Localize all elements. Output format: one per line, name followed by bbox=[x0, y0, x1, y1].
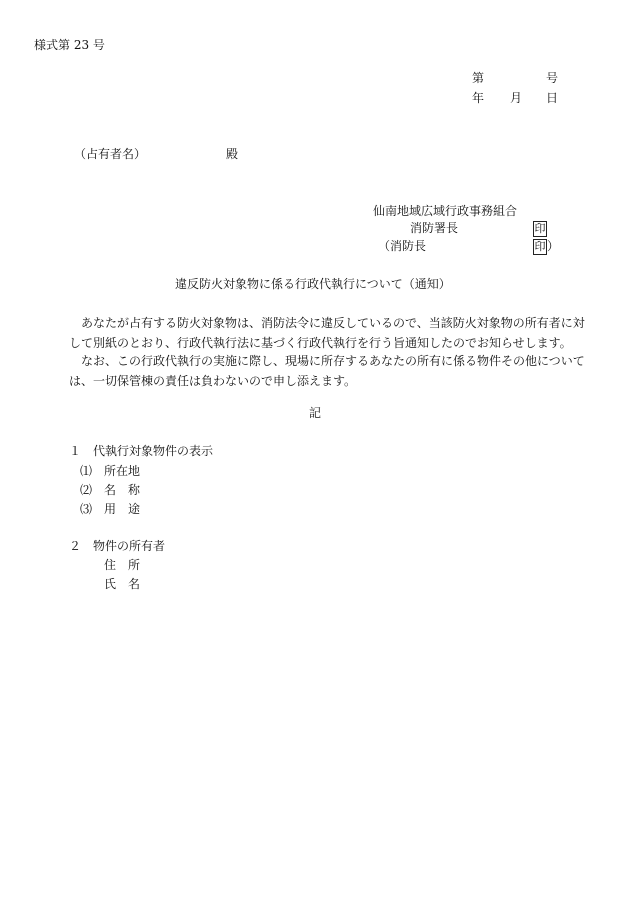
seal-mark-1 bbox=[533, 220, 547, 237]
section-1-item: ⑴ 所在地 bbox=[80, 464, 141, 478]
section-2-item: 氏 名 bbox=[104, 577, 141, 591]
document-title: 違反防火対象物に係る行政代執行について（通知） bbox=[175, 277, 451, 291]
seal-box: 印 bbox=[534, 240, 546, 253]
paragraph-1: あなたが占有する防火対象物は、消防法令に違反しているので、当該防火対象物の所有者に対して別紙のとおり、行政代執行法に基づく行政代執行を行う旨通知したのでお知らせします。 bbox=[69, 316, 585, 350]
section-2-heading: ２ 物件の所有者 bbox=[69, 539, 166, 553]
addressee-honorific: 殿 bbox=[226, 147, 239, 161]
sender-chief: 消防署長 bbox=[410, 221, 459, 235]
seal-mark-2 bbox=[533, 238, 559, 255]
section-1-heading: １ 代執行対象物件の表示 bbox=[69, 444, 214, 458]
date-month: 月 bbox=[510, 91, 523, 105]
doc-number-prefix: 第 bbox=[472, 71, 485, 85]
sender-organization: 仙南地域広域行政事務組合 bbox=[373, 204, 518, 218]
section-1-item: ⑵ 名 称 bbox=[80, 483, 141, 497]
sender-alt-chief: （消防長 bbox=[378, 239, 427, 253]
form-number: 様式第 23 号 bbox=[34, 38, 105, 52]
section-2-item: 住 所 bbox=[104, 558, 141, 572]
doc-number-suffix: 号 bbox=[546, 71, 559, 85]
seal-box: 印 bbox=[534, 222, 546, 235]
ki-heading: 記 bbox=[309, 406, 322, 420]
close-paren: ） bbox=[547, 239, 560, 253]
paragraph-2: なお、この行政代執行の実施に際し、現場に所存するあなたの所有に係る物件その他については、一切保管棟の責任は負わないので申し添えます。 bbox=[69, 354, 585, 388]
section-1-item: ⑶ 用 途 bbox=[80, 502, 141, 516]
date-year: 年 bbox=[472, 91, 485, 105]
date-day: 日 bbox=[546, 91, 559, 105]
addressee-name: （占有者名） bbox=[74, 147, 147, 161]
